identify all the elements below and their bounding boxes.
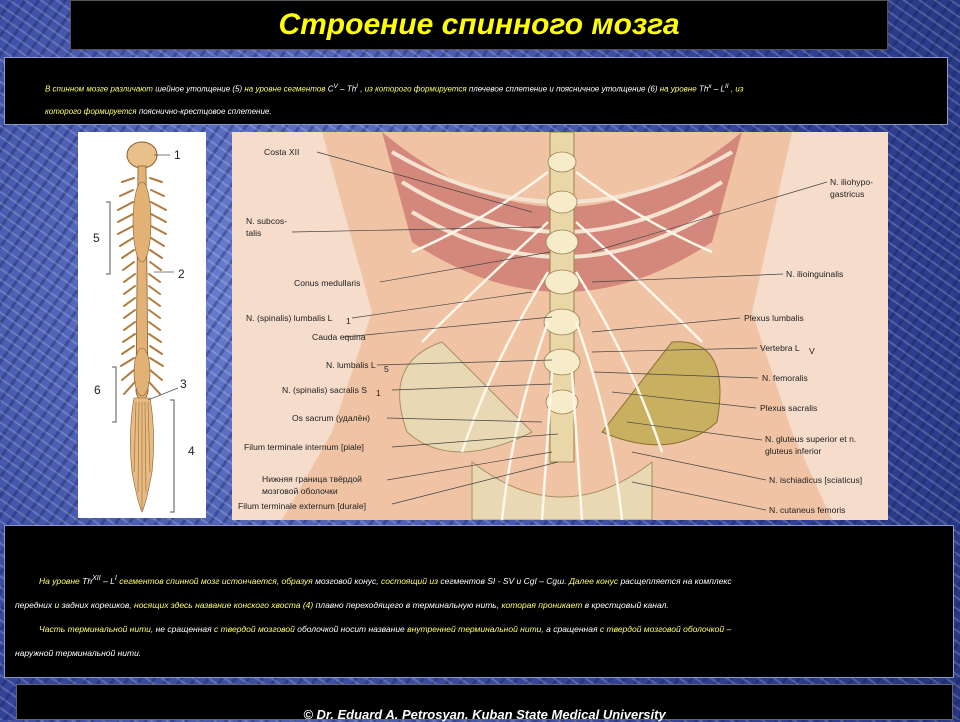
intro-seg-9: плечевое сплетение и поясничное утолщение (6) — [468, 84, 660, 94]
conus-seg-14: носящих здесь название конского хвоста (4) — [134, 599, 316, 610]
cervical-enlargement — [133, 182, 151, 262]
bracket-5 — [106, 202, 110, 274]
label-plexus-sacralis: Plexus sacralis — [760, 403, 818, 413]
conus-seg-16: которая проникает — [501, 599, 585, 610]
conus-seg-15: плавно переходящего в терминальную нить, — [315, 599, 502, 610]
intro-seg-14: которого формируется — [45, 106, 139, 116]
label-dura-boundary-2: мозговой оболочки — [262, 486, 338, 496]
label-n-lumbalis-l1: N. (spinalis) lumbalis L — [246, 313, 333, 323]
intro-seg-7: , — [358, 84, 365, 94]
conus-seg-13: задних корешков, — [61, 599, 135, 610]
label-n-gluteus-2: gluteus inferior — [765, 446, 822, 456]
conus-seg-11: передних — [15, 599, 55, 610]
label-n-lumbalis-l5: N. lumbalis L — [326, 360, 376, 370]
pointer-3 — [148, 388, 178, 400]
label-costa-xii: Costa XII — [264, 147, 300, 157]
filum-seg-7: с твердой мозговой оболочкой – — [599, 623, 732, 634]
medulla-top — [127, 142, 157, 168]
label-n-iliohypogastricus-2: gastricus — [830, 189, 865, 199]
label-n-sacralis-s1-sub: 1 — [376, 388, 381, 398]
conus-seg-12: и — [54, 599, 62, 610]
filum-seg-4: оболочкой носит название — [297, 623, 408, 634]
conus-seg-4: сегментов спинной мозг — [116, 575, 222, 586]
label-filum-externum: Filum terminale externum [durale] — [238, 501, 366, 511]
label-n-lumbalis-l5-sub: 5 — [384, 364, 389, 374]
intro-seg-2: различают — [110, 84, 156, 94]
conus-sup-3: I — [114, 574, 117, 582]
intro-seg-11: Th — [698, 84, 709, 94]
copyright-text: © Dr. Eduard A. Petrosyan. Kuban State Medical University — [303, 707, 666, 722]
intro-seg-6: – Th — [337, 84, 357, 94]
conus-text-box — [4, 525, 954, 678]
figure-label-4: 4 — [188, 444, 195, 458]
copyright-footer — [16, 684, 953, 720]
label-n-lumbalis-l1-sub: 1 — [346, 316, 351, 326]
conus-sup-2: XII — [92, 574, 101, 582]
label-dura-boundary-1: Нижняя граница твёрдой — [262, 474, 362, 484]
intro-sup-12: II — [724, 83, 729, 90]
conus-seg-6: мозговой конус, — [315, 575, 382, 586]
filum-seg-1: Часть терминальной нити, — [39, 623, 156, 634]
label-n-cutaneus-femoris: N. cutaneus femoris — [769, 505, 846, 515]
filum-seg-8: наружной терминальной нити. — [15, 647, 142, 658]
label-n-subcostalis-1: N. subcos- — [246, 216, 288, 226]
conus-seg-17: в крестцовый канал. — [584, 599, 669, 610]
label-filum-internum: Filum terminale internum [piale] — [244, 442, 364, 452]
bracket-4 — [170, 400, 174, 512]
label-n-femoralis: N. femoralis — [762, 373, 808, 383]
intro-sup-5: V — [333, 83, 338, 90]
anatomy-drawing — [232, 132, 888, 520]
intro-text-box — [4, 57, 948, 125]
intro-sup-11: x — [708, 83, 712, 90]
label-n-ilioinguinalis: N. ilioinguinalis — [786, 269, 844, 279]
filum-seg-5: внутренней терминальной нити, — [407, 623, 547, 634]
filum-seg-6: а сращенная — [546, 623, 600, 634]
conus-seg-1: На уровне — [39, 575, 83, 586]
conus-seg-7: состоящий из — [381, 575, 441, 586]
conus-seg-3: – L — [100, 575, 115, 586]
intro-sup-6: I — [356, 83, 359, 90]
label-conus-medullaris: Conus medullaris — [294, 278, 361, 288]
label-plexus-lumbalis: Plexus lumbalis — [744, 313, 804, 323]
bracket-6 — [112, 367, 116, 422]
spinal-cord-figure — [78, 132, 206, 518]
intro-seg-8: из которого формируется — [364, 84, 469, 94]
conus-seg-8: сегментов SI - SV и CgI – Cgш. — [440, 575, 569, 586]
spinal-cord-drawing — [78, 132, 206, 518]
intro-seg-4: на уровне сегментов — [244, 84, 328, 94]
label-n-ischiadicus: N. ischiadicus [sciaticus] — [769, 475, 863, 485]
intro-seg-15: пояснично-крестцовое сплетение. — [138, 106, 272, 116]
filum-seg-2: не сращенная — [155, 623, 215, 634]
label-os-sacrum: Os sacrum (удалён) — [292, 413, 370, 423]
conus-seg-2: Th — [82, 575, 93, 586]
label-vertebra-lv: Vertebra L — [760, 343, 800, 353]
figure-label-5: 5 — [93, 231, 100, 245]
label-n-sacralis-s1: N. (spinalis) sacralis S — [282, 385, 368, 395]
title-bar — [70, 0, 888, 50]
label-vertebra-lv-sub: V — [809, 346, 815, 356]
intro-seg-1: В спинном мозге — [45, 84, 111, 94]
figure-label-1: 1 — [174, 148, 181, 162]
figure-label-6: 6 — [94, 383, 101, 397]
label-cauda-equina: Cauda equina — [312, 332, 366, 342]
lumbosacral-anatomy-figure — [232, 132, 888, 520]
slide-title: Строение спинного мозга — [278, 8, 680, 41]
intro-seg-3: шейное утолщение (5) — [155, 84, 245, 94]
intro-seg-13: , из — [728, 84, 744, 94]
label-n-subcostalis-2: talis — [246, 228, 262, 238]
intro-seg-12: – L — [711, 84, 725, 94]
figure-label-2: 2 — [178, 267, 185, 281]
figure-label-3: 3 — [180, 377, 187, 391]
conus-seg-9: Далее конус — [568, 575, 621, 586]
conus-seg-5: истончается, образуя — [221, 575, 316, 586]
intro-seg-5: C — [327, 84, 334, 94]
label-n-iliohypogastricus-1: N. iliohypo- — [830, 177, 873, 187]
label-n-gluteus-1: N. gluteus superior et n. — [765, 434, 857, 444]
intro-seg-10: на уровне — [659, 84, 699, 94]
lumbar-enlargement — [134, 348, 150, 396]
conus-seg-10: расщепляется на комплекс — [620, 575, 732, 586]
filum-seg-3: с твердой мозговой — [214, 623, 298, 634]
